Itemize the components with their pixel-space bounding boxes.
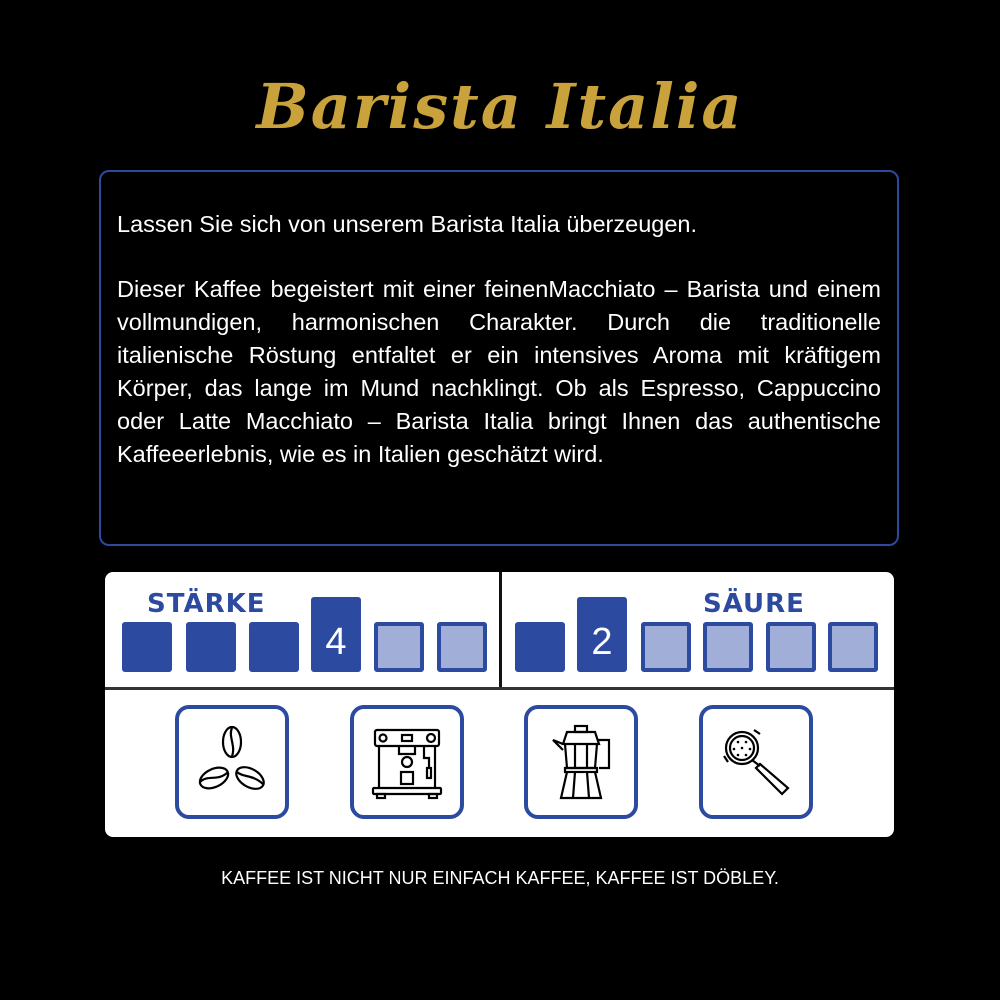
strength-level-6 [437, 622, 487, 672]
info-panel [105, 572, 894, 837]
acidity-level-4 [703, 622, 753, 672]
strength-level-1 [122, 622, 172, 672]
espresso-machine-icon [367, 722, 447, 802]
moka-pot-icon [541, 722, 621, 802]
espresso-machine-tile [350, 705, 464, 819]
acidity-label: SÄURE [703, 589, 805, 619]
acidity-level-5 [766, 622, 816, 672]
strength-level-3 [249, 622, 299, 672]
product-title: Barista Italia [256, 70, 744, 143]
coffee-beans-icon [192, 722, 272, 802]
strength-level-2 [186, 622, 236, 672]
acidity-level-1 [515, 622, 565, 672]
acidity-level-current: 2 [577, 597, 627, 672]
coffee-beans-tile [175, 705, 289, 819]
description-box [99, 170, 899, 546]
moka-pot-tile [524, 705, 638, 819]
acidity-level-6 [828, 622, 878, 672]
description-intro: Lassen Sie sich von unserem Barista Italia überzeugen. [117, 211, 697, 237]
vertical-divider [499, 572, 502, 690]
horizontal-divider [105, 687, 894, 690]
footer-slogan: KAFFEE IST NICHT NUR EINFACH KAFFEE, KAFFEE IST DÖBLEY. [221, 868, 779, 888]
portafilter-icon [716, 722, 796, 802]
strength-label: STÄRKE [147, 589, 266, 619]
acidity-level-3 [641, 622, 691, 672]
description-body: Dieser Kaffee begeistert mit einer feinenMacchiato – Barista und einem vollmundigen, harmonischen Charakter. Durch die traditionelle italienische Röstung entfaltet er ein intensives Aroma mit kräftigem Körper, das lange im Mund nachklingt. Ob als Espresso, Cappuccino oder Latte Macchiato – Barista Italia bringt Ihnen das authentische Kaffeeerlebnis, wie es in Italien geschätzt wird. [117, 276, 881, 467]
portafilter-tile [699, 705, 813, 819]
strength-level-current: 4 [311, 597, 361, 672]
strength-level-5 [374, 622, 424, 672]
